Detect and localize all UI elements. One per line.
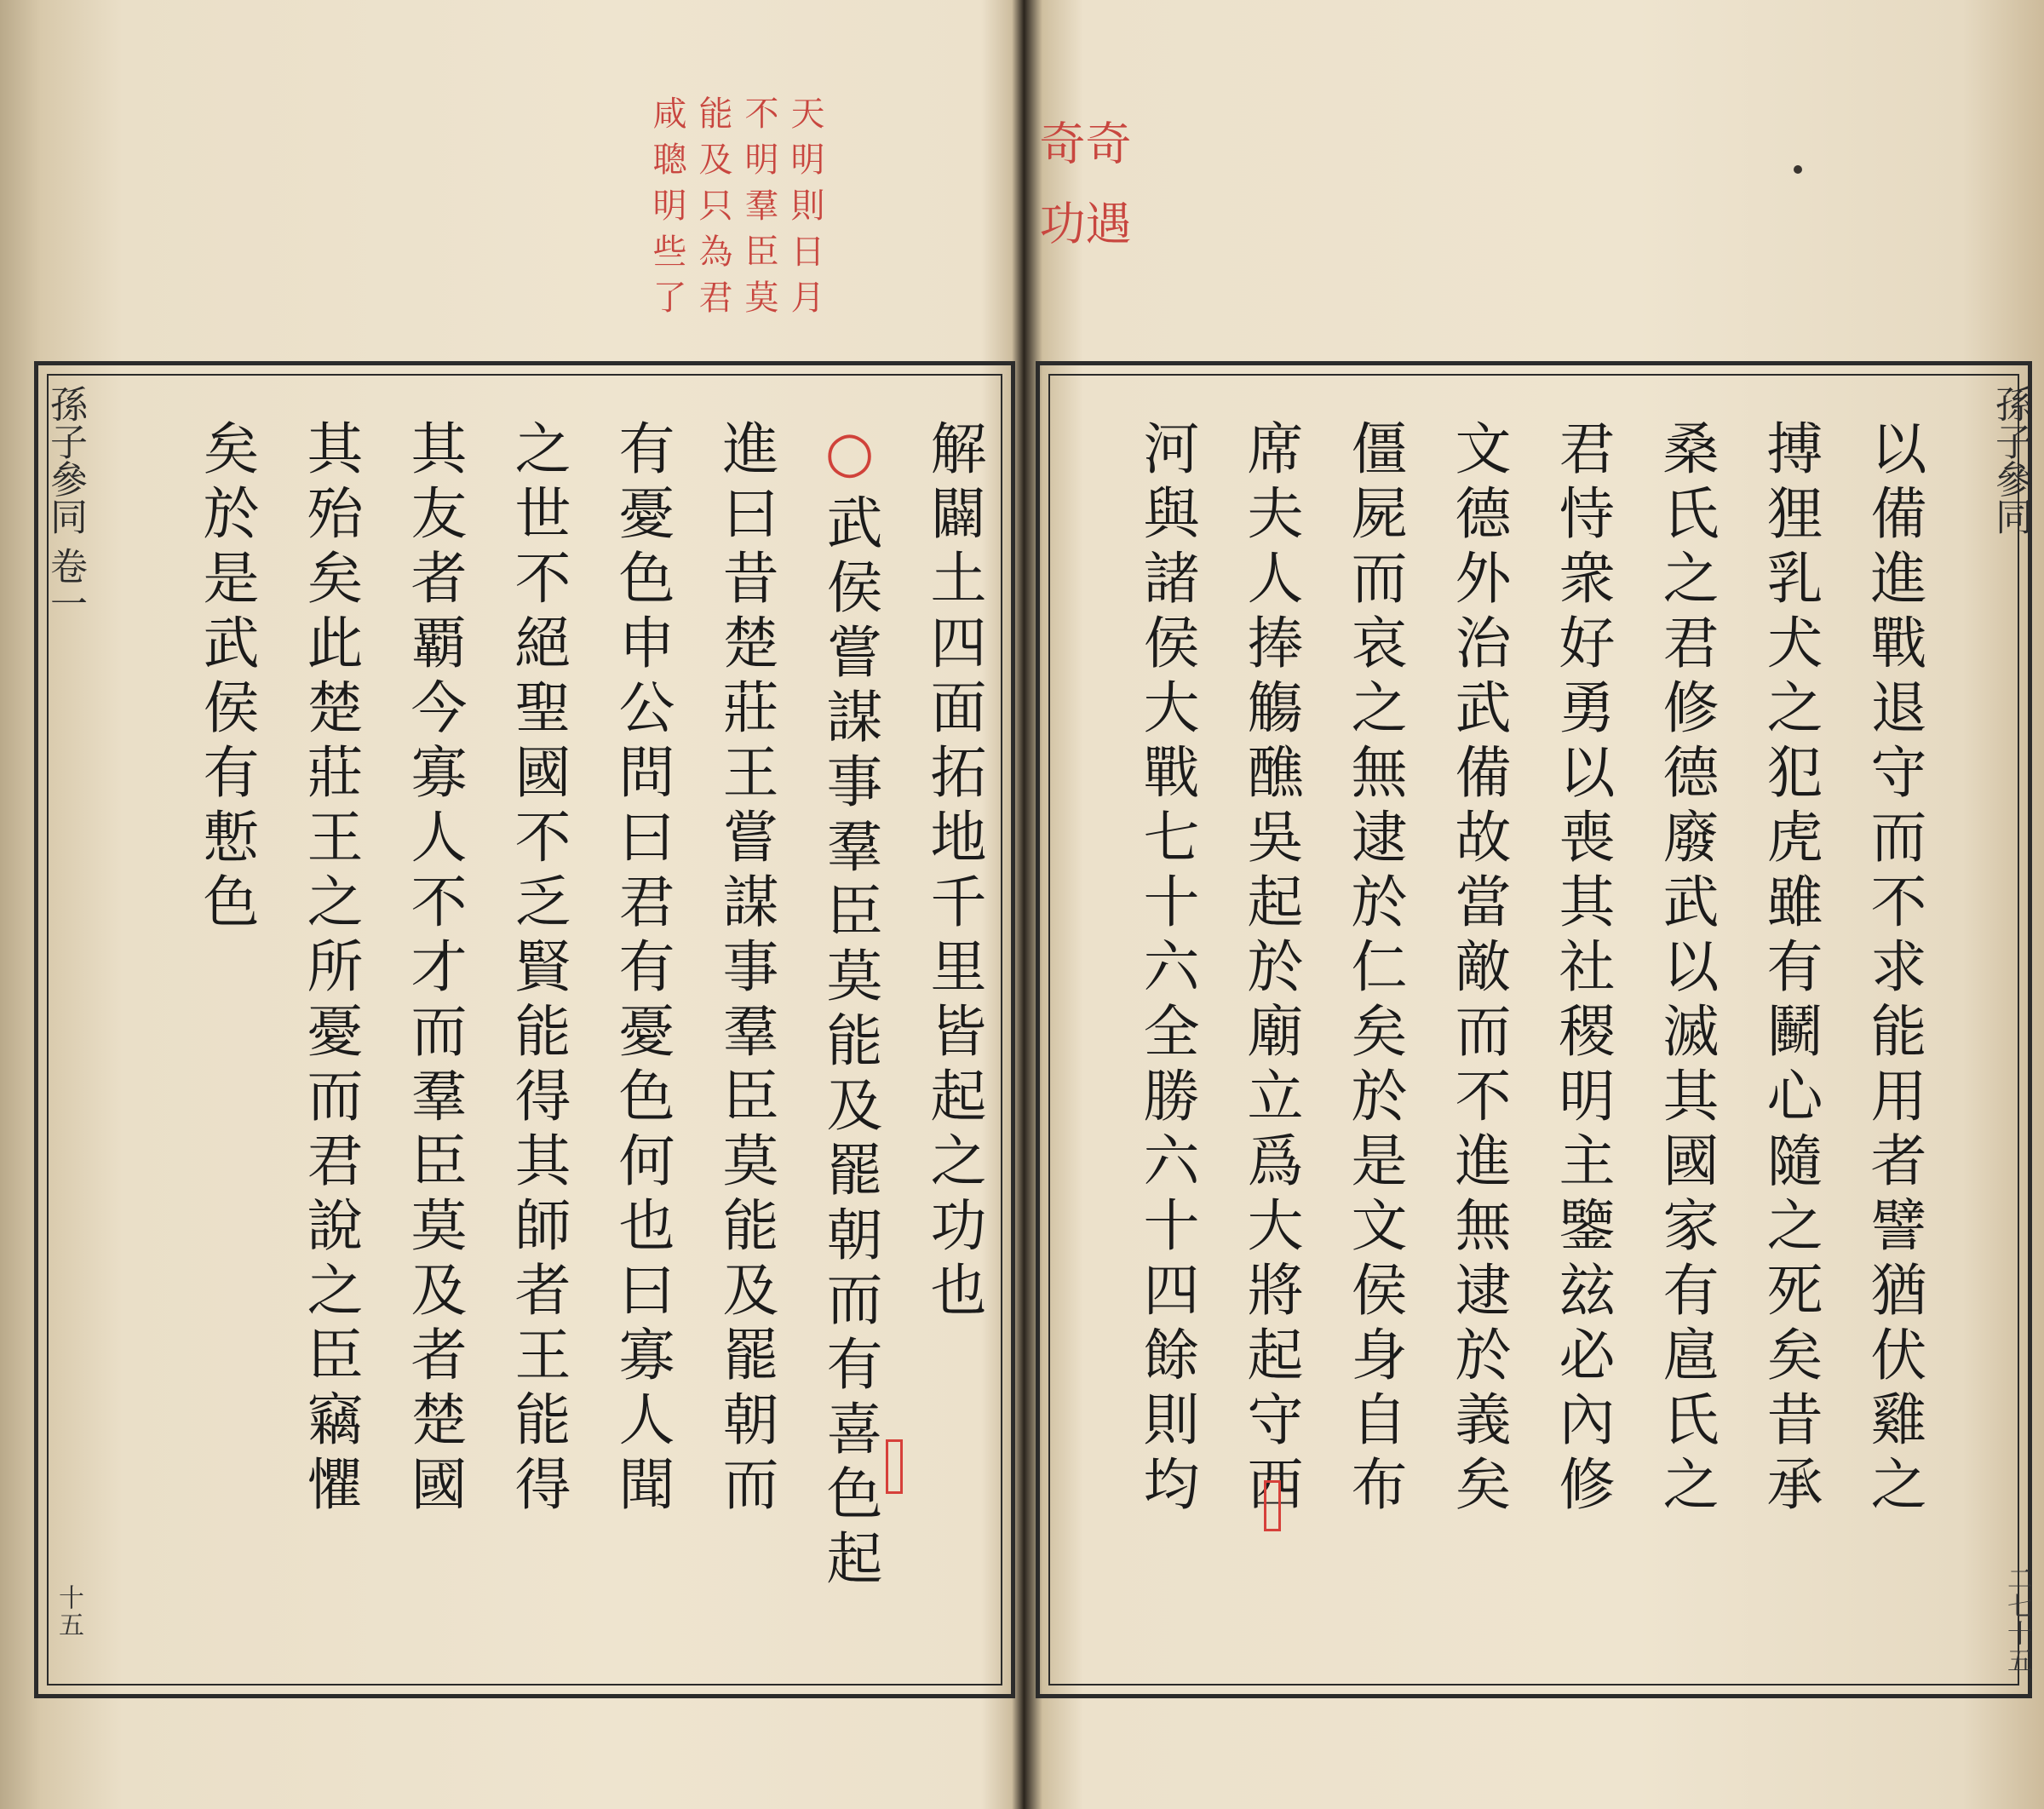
right-margin-note — [1032, 119, 1132, 307]
left-header-rail — [44, 385, 85, 622]
text-column: 其殆矣此楚莊王之所憂而君說之臣竊懼 — [297, 419, 363, 1519]
text-column: 進曰昔楚莊王嘗謀事羣臣莫能及罷朝而 — [713, 419, 778, 1519]
text-column: 以備進戰退守而不求能用者譬猶伏雞之 — [1861, 419, 1926, 1519]
volume-label: 卷一 — [43, 547, 87, 622]
left-page — [0, 0, 1013, 1809]
right-body-text — [1059, 419, 1945, 1645]
margin-note-col: 能及只為君 — [693, 95, 732, 325]
right-page — [1032, 0, 2044, 1809]
text-column: 搏狸乳犬之犯虎雖有鬭心隨之死矣昔承 — [1757, 419, 1823, 1519]
text-column: 解闢土四面拓地千里皆起之功也 — [921, 419, 986, 1325]
text-column: 之世不絕聖國不乏賢能得其師者王能得 — [505, 419, 571, 1519]
ink-speck — [1794, 165, 1802, 174]
text-column: ○ 武侯嘗謀事羣臣莫能及罷朝而有喜色起 — [797, 419, 901, 1645]
text-column: 有憂色申公問曰君有憂色何也曰寡人聞 — [609, 419, 675, 1519]
margin-note-col: 奇功 — [1032, 119, 1086, 279]
margin-note-col: 天明則日月 — [785, 95, 824, 325]
red-bracket-mark — [1264, 1480, 1281, 1531]
right-header-rail: 孫子參同 — [1989, 385, 2032, 535]
margin-note-col: 奇遇 — [1078, 119, 1132, 279]
text-column: 君恃衆好勇以喪其社稷明主鑒玆必內修 — [1549, 419, 1615, 1519]
book-title-rail: 孫子參同 — [43, 385, 87, 535]
margin-note-col: 不明羣臣莫 — [739, 95, 778, 325]
text-column: 僵屍而哀之無逮於仁矣於是文侯身自布 — [1341, 419, 1407, 1519]
leaf-number: 十五 — [54, 1584, 83, 1639]
margin-note-col: 咸聰明些了 — [647, 95, 686, 325]
text-column: 席夫人捧觴醮吳起於廟立爲大將起守西 — [1237, 419, 1303, 1519]
text-column: 文德外治武備故當敵而不進無逮於義矣 — [1445, 419, 1511, 1519]
text-column: 其友者覇今寡人不才而羣臣莫及者楚國 — [401, 419, 467, 1519]
text-column: 桑氏之君修德廢武以滅其國家有扈氏之 — [1653, 419, 1719, 1519]
left-margin-note — [644, 95, 828, 351]
text-column: 矣於是武侯有慙色 — [193, 419, 259, 937]
page-folio: 二七十五 — [2002, 1565, 2032, 1674]
left-body-text — [102, 419, 1005, 1645]
red-bracket-mark — [886, 1439, 903, 1494]
text-column: 河與諸侯大戰七十六全勝六十四餘則均 — [1134, 419, 1199, 1519]
